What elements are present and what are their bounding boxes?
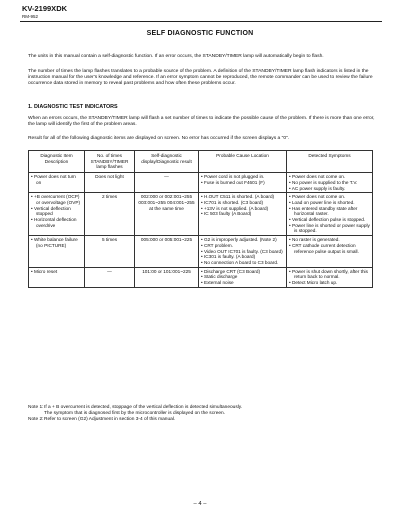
header-detected-symptoms: Detected Symptoms [287, 151, 373, 173]
flashes-cell: 5 times [85, 236, 135, 268]
item-cell [29, 193, 85, 236]
symptom-entry: • Has entered standby state after horizontal raster. [289, 206, 370, 217]
symptom-entry: • Power line is shorted or power supply is stopped. [289, 223, 370, 234]
header-item-description: Diagnostic Item Description [29, 151, 85, 173]
cause-cell [199, 173, 287, 193]
header-probable-cause: Probable Cause Location [199, 151, 287, 173]
note-1-label: Note 1: [28, 405, 44, 410]
display-cell: 101:00 or 101:001~225 [135, 267, 199, 287]
header-divider [20, 21, 382, 22]
note-1-line-2: The symptom that is diagnosed first by the microcontroller is displayed on the screen. [44, 411, 226, 417]
table-row [29, 236, 373, 268]
page-number: – 4 – [193, 501, 207, 507]
flashes-cell: 2 times [85, 193, 135, 236]
symptom-entry: • No raster is generated. [289, 237, 370, 243]
table-row [29, 193, 373, 236]
item-cell [29, 236, 85, 268]
display-cell: 005:000 or 005:001~225 [135, 236, 199, 268]
page-title: SELF DIAGNOSTIC FUNCTION [146, 30, 254, 37]
cause-entry: • G2 is improperly adjusted. (Note 2) [201, 237, 284, 243]
symptom-entry: • Power does not come on. [289, 174, 370, 180]
symptom-cell [287, 236, 373, 268]
flashes-cell: — [85, 267, 135, 287]
intro-paragraph-1: The units in this manual contain a self-diagnostic function. If an error occurs, the STANDBY/TIMER lamp will automatically begin to flash. [28, 54, 324, 59]
note-2 [28, 417, 378, 423]
symptom-entry: • Vertical deflection pulse is stopped. [289, 217, 370, 223]
table-row [29, 267, 373, 287]
symptom-entry: • Load on power line is shorted. [289, 200, 370, 206]
cause-cell [199, 267, 287, 287]
header-flash-count: No. of times STANDBY/TIMER lamp flashes [85, 151, 135, 173]
cause-cell [199, 236, 287, 268]
display-cell: — [135, 173, 199, 193]
symptom-cell [287, 173, 373, 193]
cause-entry: • External noise [201, 280, 284, 286]
header-diagnostic-result: Self-diagnostic display/Diagnostic result [135, 151, 199, 173]
cause-entry: • Static discharge [201, 274, 284, 280]
cause-entry: • H.OUT C511 is shorted. (A board) [201, 194, 284, 200]
note-1 [28, 405, 378, 417]
section-paragraph-2: Result for all of the following diagnostic items are displayed on screen. No error has occurred if the screen displays a "0". [28, 136, 290, 141]
item-entry: • +B overcurrent (OCP) or overvoltage (OVP) [31, 194, 82, 205]
symptom-entry: • Power does not come on. [289, 194, 370, 200]
cause-entry: • Discharge CRT (C3 Board) [201, 269, 284, 275]
note-2-label: Note 2: [28, 417, 44, 423]
note-1-line-1: If a + B overcurrent is detected, stoppage of the vertical deflection is detected simultaneously. [44, 405, 243, 410]
item-entry: • Horizontal deflection overdrive [31, 217, 82, 228]
item-cell [29, 173, 85, 193]
note-2-line-1: Refer to screen (G2) Adjustment in section 3-4 of this manual. [44, 417, 176, 423]
cause-entry: • Video OUT IC701 is faulty. (C3 board) [201, 249, 284, 255]
model-number: KV-2199XDK [22, 4, 68, 13]
cause-entry: • Fuse is burned out F4601 (F) [201, 180, 284, 186]
diagnostic-table [28, 150, 373, 288]
item-entry: • Micro reset [31, 269, 82, 275]
item-cell [29, 267, 85, 287]
cause-entry: • Power cord is not plugged in. [201, 174, 284, 180]
symptom-cell [287, 193, 373, 236]
cause-entry: • IC701 is shorted. (C3 board) [201, 200, 284, 206]
symptom-entry: • CRT cathode current detection reference pulse output is small. [289, 243, 370, 254]
section-paragraph-1: When an errors occurs, the STANDBY/TIMER lamp will flash a set number of times to indicate the possible cause of the problem. If there is more than one error, the lamp will identify the first of the problem areas. [28, 116, 375, 128]
cause-entry: • CRT problem. [201, 243, 284, 249]
cause-entry: • No connection A board to C3 board. [201, 260, 284, 266]
notes-section [28, 405, 378, 423]
intro-paragraph-2: The number of times the lamp flashes translates to a probable source of the problem. A definition of the STANDBY/TIMER lamp flash indicators is listed in the instruction manual for the user's knowledge and reference. If an error symptom cannot be reproduced, the remote commander can be used to review the failure occurrence data stored in memory to reveal past problems and how often these problems occur. [28, 69, 373, 87]
item-entry: • Power does not turn on [31, 174, 82, 185]
item-entry: • White balance failure (no PICTURE) [31, 237, 82, 248]
table-header-row [29, 151, 373, 173]
cause-entry: • +13V is not supplied. (A board) [201, 206, 284, 212]
section-heading: 1. DIAGNOSTIC TEST INDICATORS [28, 104, 118, 110]
symptom-entry: • No power is supplied to the T.V. [289, 180, 370, 186]
symptom-entry: • Detect Micro latch up. [289, 280, 370, 286]
cause-cell [199, 193, 287, 236]
symptom-cell [287, 267, 373, 287]
cause-entry: • IC301 is faulty. (A board) [201, 254, 284, 260]
flashes-cell: Does not light [85, 173, 135, 193]
symptom-entry: • AC power supply is faulty. [289, 186, 370, 192]
chassis-code: RM-952 [22, 14, 39, 19]
table-row [29, 173, 373, 193]
cause-entry: • IC 503 faulty (A Board) [201, 211, 284, 217]
item-entry: • Vertical deflection stopped [31, 206, 82, 217]
symptom-entry: • Power is shut down shortly, after this return back to normal. [289, 269, 370, 280]
display-cell: 002:000 or 002:001~255 003:001~255 004:001~255 at the same time [135, 193, 199, 236]
